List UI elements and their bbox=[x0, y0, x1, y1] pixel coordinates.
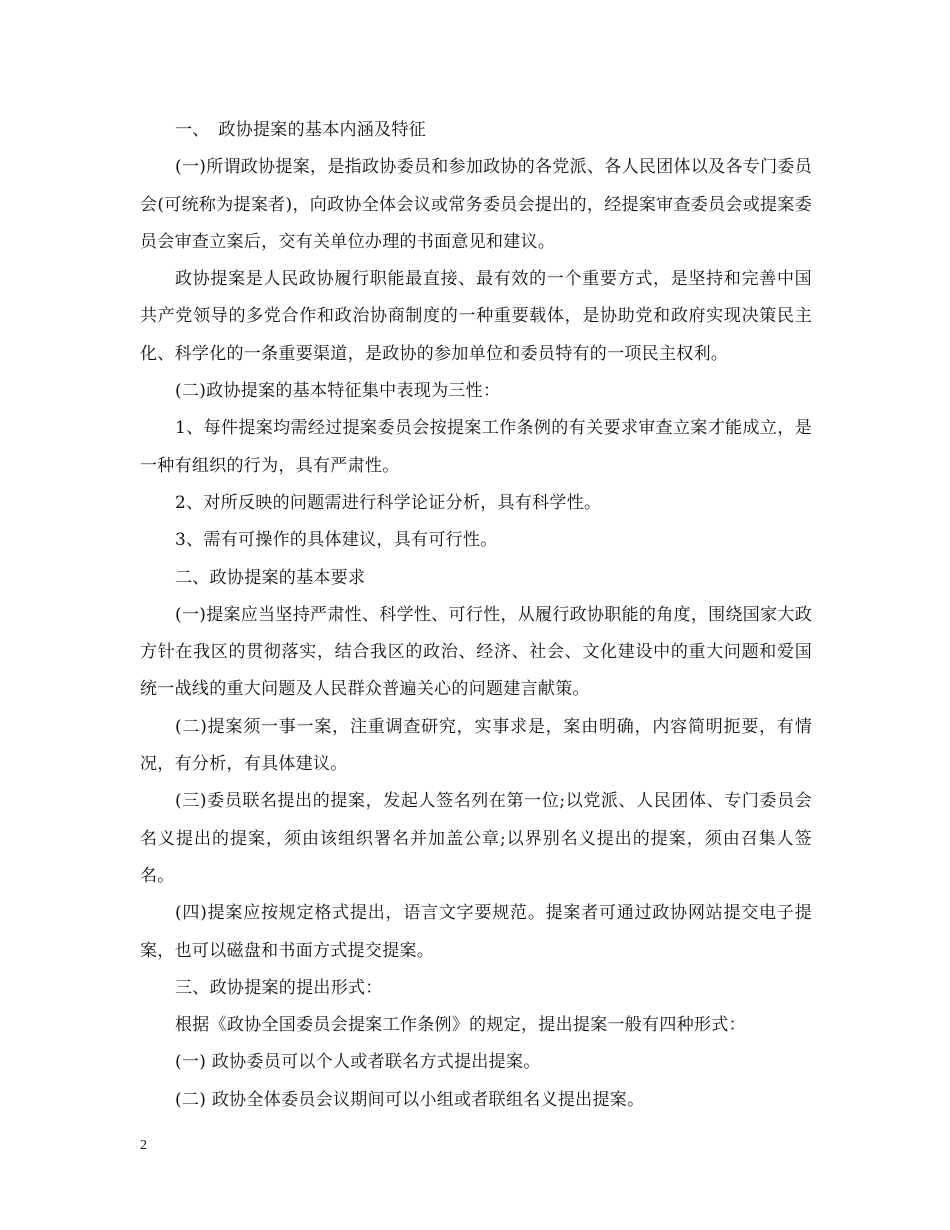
paragraph-definition: (一)所谓政协提案，是指政协委员和参加政协的各党派、各人民团体以及各专门委员会(可统称为提案者)，向政协全体会议或常务委员会提出的，经提案审查委员会或提案委员会审查立案后，交有关单位办理的书面意见和建议。 bbox=[140, 157, 812, 252]
page-number: 2 bbox=[140, 1138, 147, 1153]
section-heading-1: 一、 政协提案的基本内涵及特征 bbox=[175, 120, 426, 140]
section-heading-2: 二、政协提案的基本要求 bbox=[175, 567, 366, 588]
paragraph-requirement-1: (一)提案应当坚持严肃性、科学性、可行性，从履行政协职能的角度，围绕国家大政方针在我区的贯彻落实，结合我区的政治、经济、社会、文化建设中的重大问题和爱国统一战线的重大问题及人民群众普遍关心的问题建言献策。 bbox=[140, 604, 812, 700]
paragraph-form-1: (一) 政协委员可以个人或者联名方式提出提案。 bbox=[175, 1052, 541, 1073]
paragraph-feature-3: 3、需有可操作的具体建议，具有可行性。 bbox=[175, 530, 498, 551]
paragraph-feature-2: 2、对所反映的问题需进行科学论证分析，具有科学性。 bbox=[175, 492, 602, 513]
paragraph-form-2: (二) 政协全体委员会议期间可以小组或者联组名义提出提案。 bbox=[175, 1089, 645, 1110]
paragraph-importance: 政协提案是人民政协履行职能最直接、最有效的一个重要方式，是坚持和完善中国共产党领导的多党合作和政治协商制度的一种重要载体，是协助党和政府实现决策民主化、科学化的一条重要渠道，是政协的参加单位和委员特有的一项民主权利。 bbox=[140, 269, 812, 364]
paragraph-features-intro: (二)政协提案的基本特征集中表现为三性： bbox=[175, 381, 501, 402]
paragraph-requirement-2: (二)提案须一事一案，注重调查研究，实事求是，案由明确，内容简明扼要，有情况，有分析，有具体建议。 bbox=[140, 716, 812, 775]
paragraph-requirement-3: (三)委员联名提出的提案，发起人签名列在第一位;以党派、人民团体、专门委员会名义提出的提案，须由该组织署名并加盖公章;以界别名义提出的提案，须由召集人签名。 bbox=[140, 791, 812, 886]
paragraph-feature-1: 1、每件提案均需经过提案委员会按提案工作条例的有关要求审查立案才能成立，是一种有组织的行为，具有严肃性。 bbox=[140, 418, 812, 476]
paragraph-requirement-4: (四)提案应按规定格式提出，语言文字要规范。提案者可通过政协网站提交电子提案，也可以磁盘和书面方式提交提案。 bbox=[140, 903, 812, 961]
document-body bbox=[140, 112, 812, 1119]
paragraph-forms-intro: 根据《政协全国委员会提案工作条例》的规定，提出提案一般有四种形式： bbox=[175, 1015, 746, 1036]
section-heading-3: 三、政协提案的提出形式： bbox=[175, 977, 383, 998]
